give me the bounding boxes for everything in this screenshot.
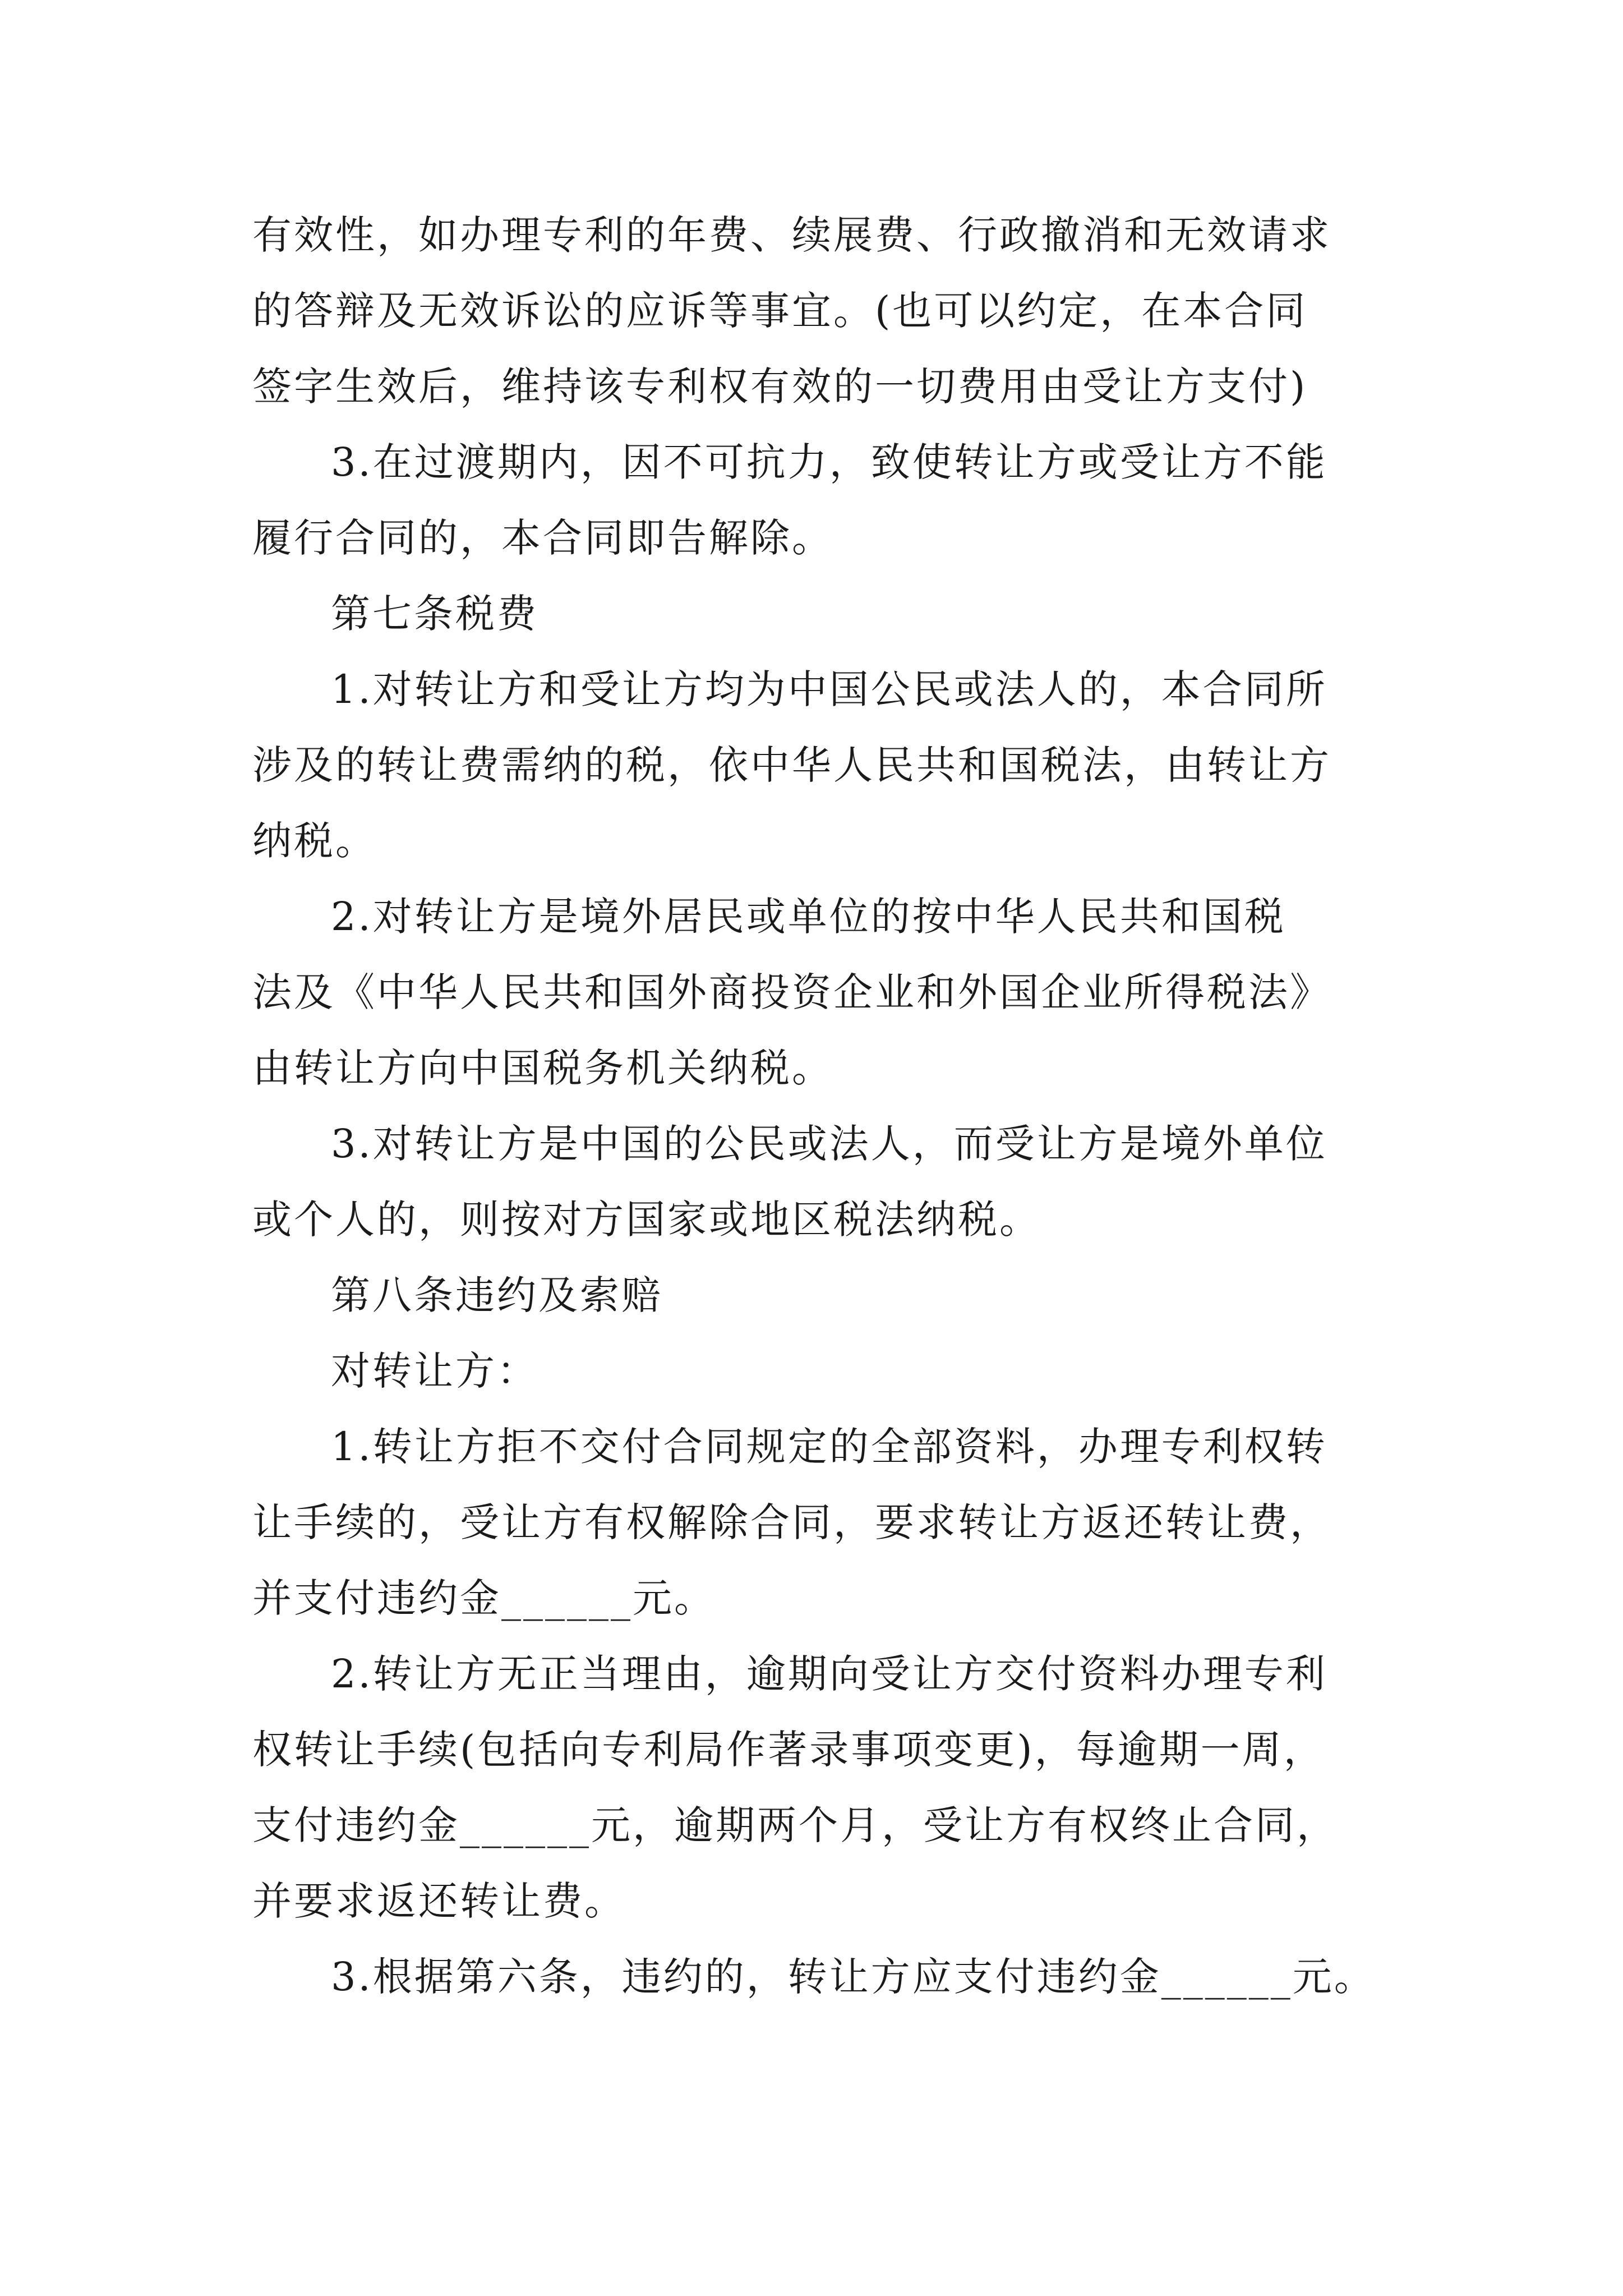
section-heading: 第八条违约及索赔	[331, 1272, 663, 1318]
text-line: 涉及的转让费需纳的税，依中华人民共和国税法，由转让方	[252, 742, 1331, 788]
text-line: 或个人的，则按对方国家或地区税法纳税。	[252, 1197, 1041, 1243]
text-line: 履行合同的，本合同即告解除。	[252, 515, 833, 561]
text-line: 权转让手续(包括向专利局作著录事项变更)，每逾期一周，	[252, 1727, 1325, 1773]
text-line: 3.在过渡期内，因不可抗力，致使转让方或受让方不能	[331, 439, 1327, 485]
text-line: 并要求返还转让费。	[252, 1878, 626, 1924]
text-line: 2.对转让方是境外居民或单位的按中华人民共和国税	[331, 894, 1286, 940]
text-line: 支付违约金______元，逾期两个月，受让方有权终止合同，	[252, 1802, 1338, 1848]
text-line: 由转让方向中国税务机关纳税。	[252, 1045, 833, 1091]
text-line: 3.对转让方是中国的公民或法人，而受让方是境外单位	[331, 1121, 1327, 1167]
text-line: 并支付违约金______元。	[252, 1575, 716, 1621]
text-line: 1.对转让方和受让方均为中国公民或法人的，本合同所	[331, 666, 1327, 712]
text-line: 纳税。	[252, 818, 377, 864]
text-line: 法及《中华人民共和国外商投资企业和外国企业所得税法》	[252, 969, 1331, 1015]
text-line: 签字生效后，维持该专利权有效的一切费用由受让方支付)	[252, 364, 1308, 409]
text-line: 让手续的，受让方有权解除合同，要求转让方返还转让费，	[252, 1499, 1331, 1545]
text-line: 2.转让方无正当理由，逾期向受让方交付资料办理专利	[331, 1651, 1327, 1697]
section-heading: 第七条税费	[331, 591, 538, 637]
text-line: 3.根据第六条，违约的，转让方应支付违约金______元。	[331, 1954, 1376, 2000]
text-line: 对转让方：	[331, 1348, 538, 1394]
text-line: 有效性，如办理专利的年费、续展费、行政撤消和无效请求	[252, 212, 1331, 258]
text-line: 的答辩及无效诉讼的应诉等事宜。(也可以约定，在本合同	[252, 288, 1308, 334]
text-line: 1.转让方拒不交付合同规定的全部资料，办理专利权转	[331, 1424, 1327, 1470]
